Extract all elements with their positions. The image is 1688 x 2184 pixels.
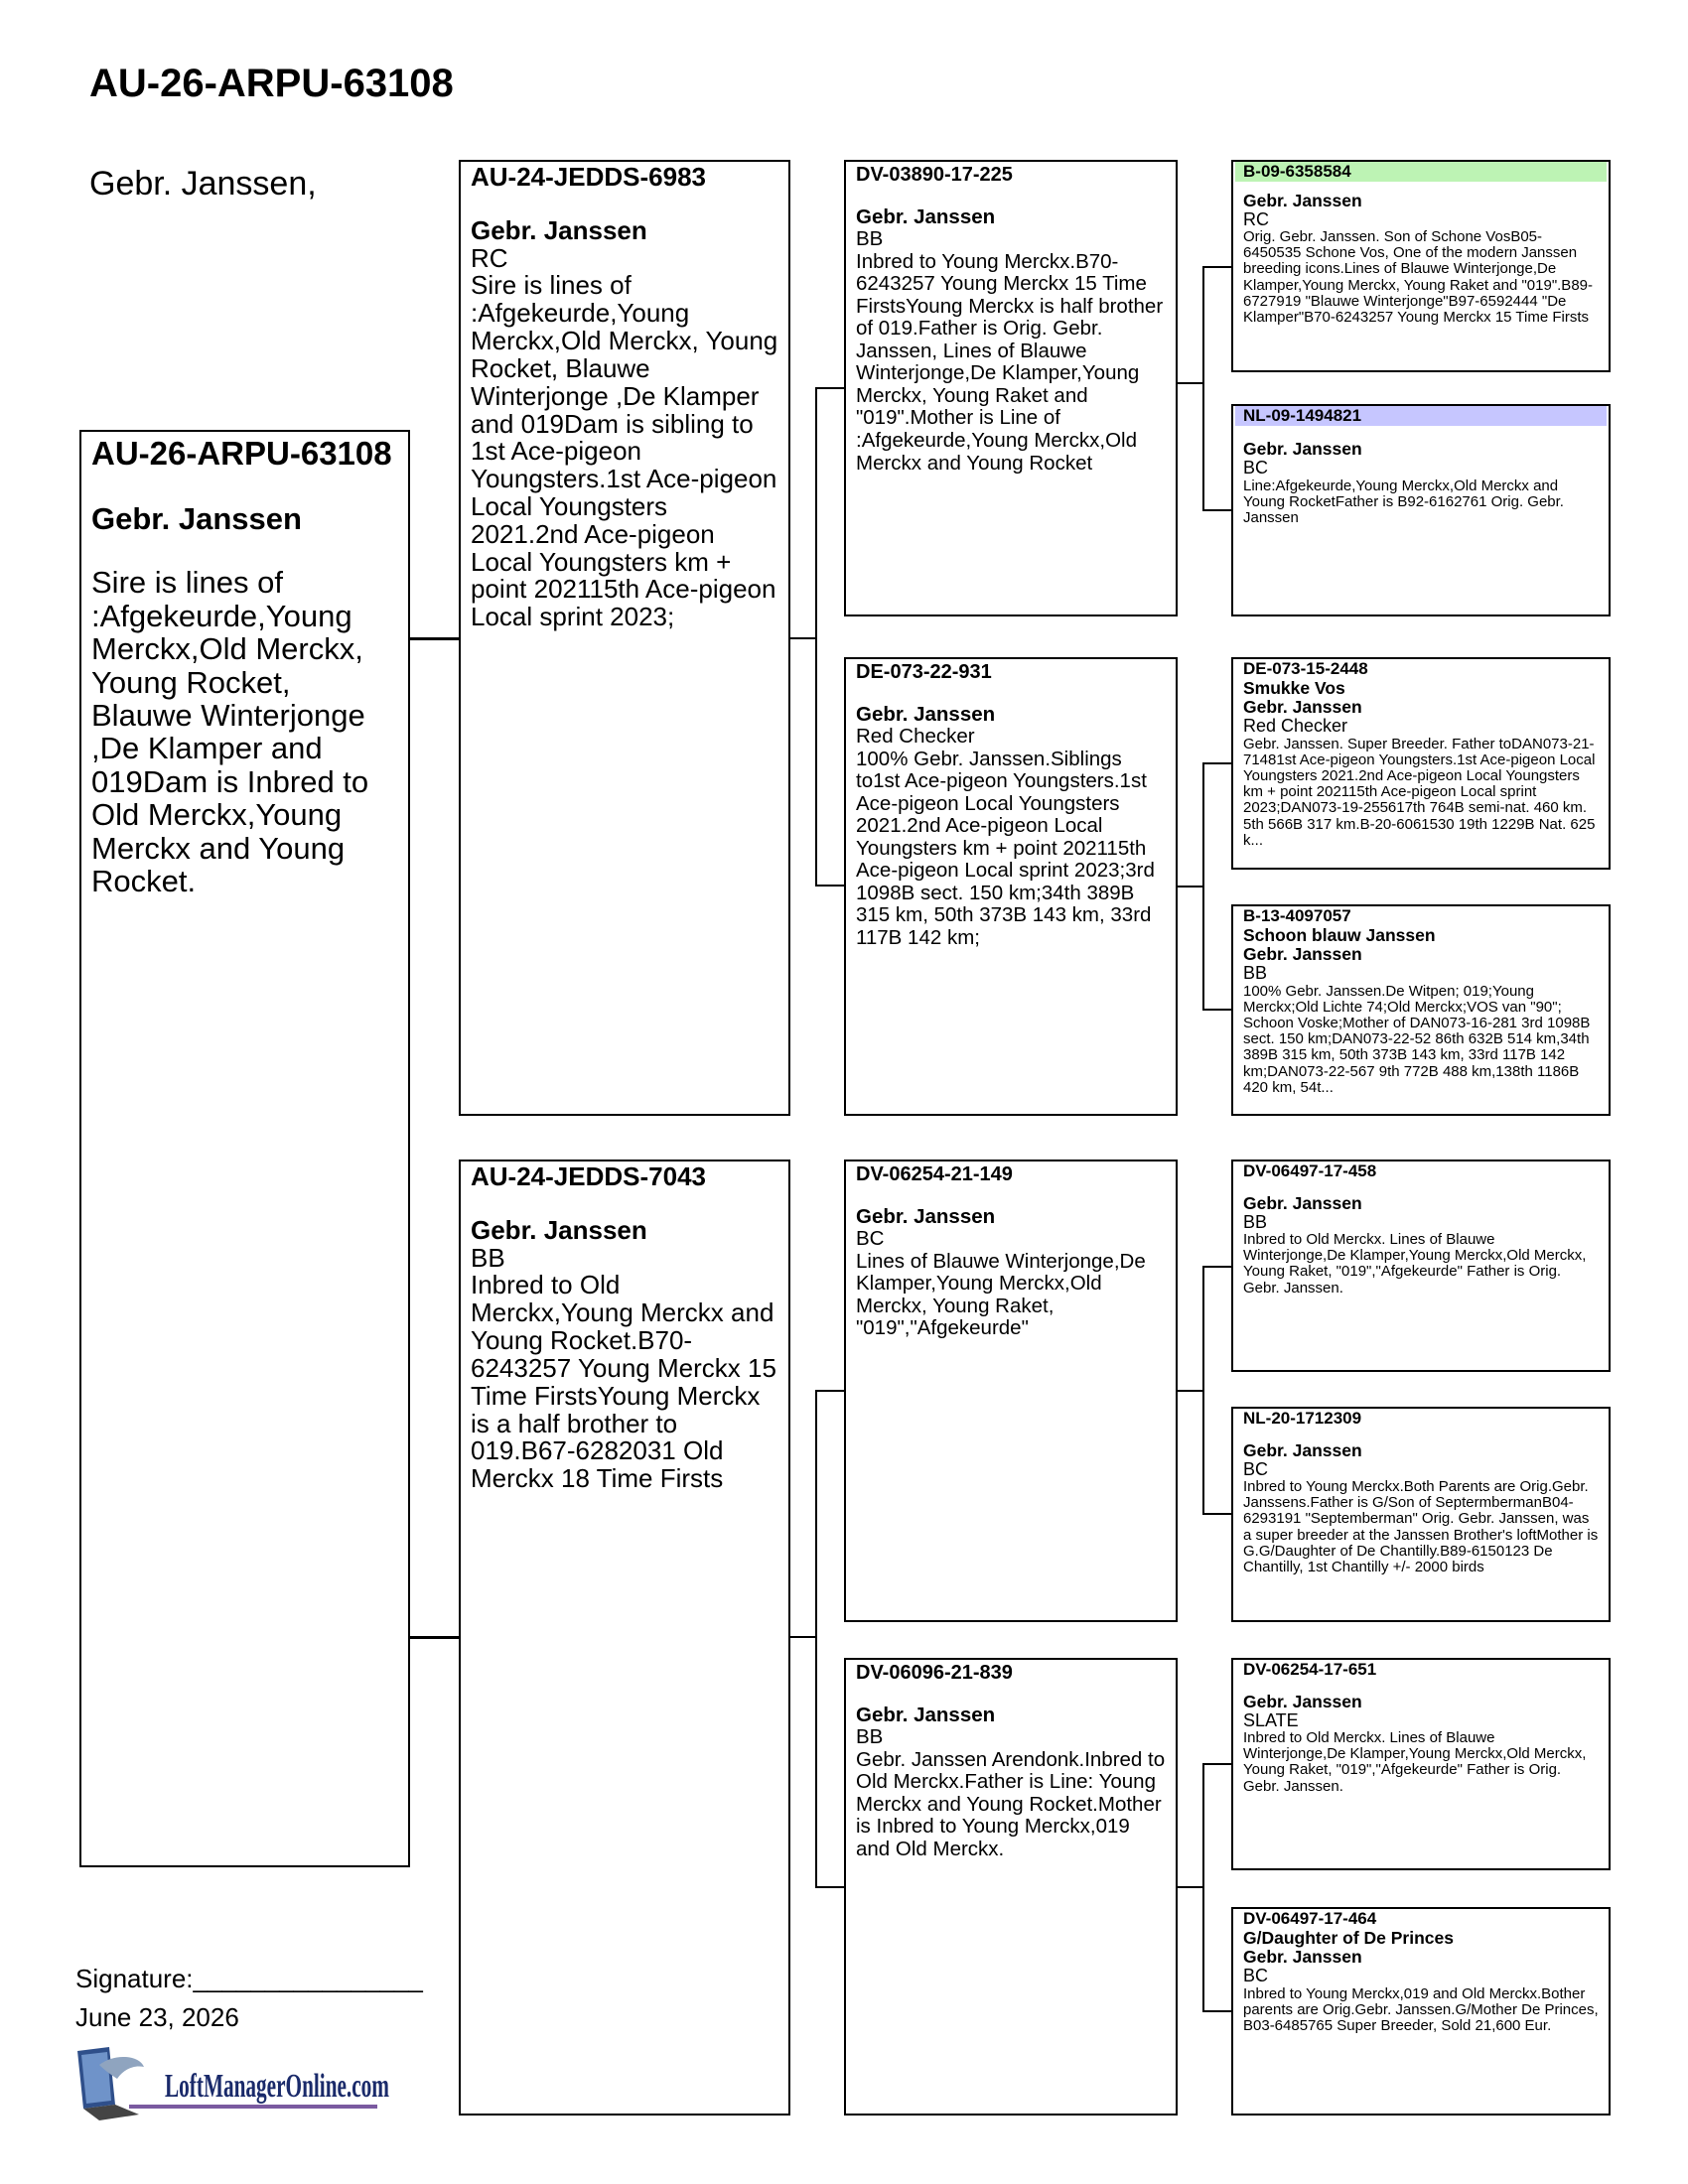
ring-number: DV-06497-17-464 [1243, 1909, 1377, 1928]
color: BB [856, 227, 884, 251]
dsd-card [1231, 1407, 1611, 1622]
ddd-card [1231, 1907, 1611, 2116]
connector-line [410, 1636, 459, 1639]
ring-number: B-09-6358584 [1235, 162, 1607, 182]
sire-breeder: Gebr. Janssen [471, 214, 647, 245]
pigeon-name: Smukke Vos [1243, 678, 1345, 699]
ring-number: DV-06254-21-149 [856, 1163, 1013, 1185]
owner-name: Gebr. Janssen, [89, 165, 317, 203]
connector-line [1178, 886, 1203, 887]
connector-line [1178, 382, 1203, 384]
color: BC [1243, 458, 1269, 478]
dam-color: BB [471, 1242, 505, 1273]
connector-line [1178, 1886, 1203, 1888]
connector-line [815, 1390, 844, 1392]
dam-dam-card [844, 1658, 1178, 2116]
connector-line [1202, 266, 1231, 268]
dam-sire-card [844, 1160, 1178, 1622]
description: 100% Gebr. Janssen.De Witpen; 019;Young Merckx;Old Lichte 74;Old Merckx;VOS van "90"; Schoon Voske;Mother of DAN073-16-281 3rd 1098B sect. 150 km;DAN073-22-52 86th 632B 514 km,34th 389B 315 km, 50th 373B 143 km, 33rd 117B 142 km;DAN073-22-567 9th 772B 488 km,138th 1186B 420 km, 54t... [1243, 982, 1591, 1096]
pedigree-subject-card [79, 430, 410, 1867]
ring-number: DV-06254-17-651 [1243, 1660, 1377, 1679]
logo-text: LoftManagerOnline.com [165, 2068, 389, 2105]
ring-number: DV-06497-17-458 [1243, 1161, 1377, 1180]
description: Gebr. Janssen Arendonk.Inbred to Old Merckx.Father is Line: Young Merckx and Young Rocket.Mother is Inbred to Young Merckx,019 and Old Merckx. [856, 1747, 1166, 1860]
connector-line [815, 387, 844, 389]
signature-line: Signature:________________ [75, 1964, 423, 1993]
breeder: Gebr. Janssen [856, 1204, 996, 1228]
breeder: Gebr. Janssen [1243, 697, 1362, 718]
sire-ring-number: AU-24-JEDDS-6983 [471, 162, 706, 192]
subject-description: Sire is lines of :Afgekeurde,Young Merckx,Old Merckx, Young Rocket, Blauwe Winterjonge ,De Klamper and 019Dam is Inbred to Old Merckx,Young Merckx and Young Rocket. [91, 565, 369, 899]
description: Inbred to Old Merckx. Lines of Blauwe Winterjonge,De Klamper,Young Merckx,Old Merckx, Young Raket, "019","Afgekeurde" Father is Orig. Gebr. Janssen. [1243, 1729, 1587, 1795]
dds-card [1231, 1658, 1611, 1870]
sire-description: Sire is lines of :Afgekeurde,Young Merckx,Old Merckx, Young Rocket, Blauwe Winterjonge ,De Klamper and 019Dam is sibling to 1st Ace-pigeon Youngsters.1st Ace-pigeon Local Youngsters 2021.2nd Ace-pigeon Local Youngsters km + point 202115th Ace-pigeon Local sprint 2023; [471, 270, 778, 632]
ring-number: DE-073-15-2448 [1243, 659, 1368, 678]
connector-line [815, 885, 844, 887]
color: BB [1243, 963, 1268, 984]
connector-line [1202, 1513, 1231, 1515]
dss-card [1231, 1160, 1611, 1372]
pigeon-name: Schoon blauw Janssen [1243, 925, 1436, 946]
description: Inbred to Young Merckx.B70-6243257 Young Merckx 15 Time FirstsYoung Merckx is half brother of 019.Father is Orig. Gebr. Janssen, Lines of Blauwe Winterjonge,De Klamper,Young Merckx, Young Raket and "019".Mother is Line of :Afgekeurde,Young Merckx,Old Merckx and Young Rocket [856, 249, 1164, 475]
connector-line [1202, 1763, 1231, 1765]
sire-dam-card [844, 657, 1178, 1116]
dam-ring-number: AU-24-JEDDS-7043 [471, 1161, 706, 1191]
connector-line [790, 1636, 816, 1638]
connector-line [1202, 762, 1204, 1010]
pigeon-name: G/Daughter of De Princes [1243, 1928, 1454, 1949]
breeder: Gebr. Janssen [856, 205, 996, 228]
connector-line [815, 387, 817, 886]
breeder: Gebr. Janssen [1243, 1691, 1362, 1711]
description: Lines of Blauwe Winterjonge,De Klamper,Young Merckx,Old Merckx, Young Raket, "019","Afgekeurde" [856, 1249, 1146, 1340]
color: BC [856, 1227, 885, 1251]
color: Red Checker [856, 725, 975, 749]
ring-number: DE-073-22-931 [856, 661, 992, 683]
loft-manager-logo [70, 2045, 397, 2124]
breeder: Gebr. Janssen [1243, 1947, 1362, 1968]
breeder: Gebr. Janssen [1243, 944, 1362, 965]
color: BC [1243, 1966, 1269, 1986]
breeder: Gebr. Janssen [1243, 1439, 1362, 1460]
color: RC [1243, 208, 1269, 229]
color: BB [856, 1725, 884, 1749]
sdd-card [1231, 904, 1611, 1116]
ring-number: DV-06096-21-839 [856, 1662, 1013, 1684]
connector-line [790, 637, 816, 639]
color: BB [1243, 1211, 1268, 1232]
description: Inbred to Young Merckx,019 and Old Merckx.Bother parents are Orig.Gebr. Janssen.G/Mother De Princes, B03-6485765 Super Breeder, Sold 21,600 Eur. [1243, 1984, 1599, 2034]
sss-card [1231, 160, 1611, 372]
connector-line [1202, 509, 1231, 511]
description: Inbred to Young Merckx.Both Parents are Orig.Gebr. Janssens.Father is G/Son of SeptermbermanB04-6293191 "Septemberman" Orig. Gebr. Janssen, was a super breeder at the Janssen Brother's loftMother is G.G/Daughter of De Chantilly.B89-6150123 De Chantilly, 1st Chantilly +/- 2000 birds [1243, 1478, 1599, 1576]
sire-card [459, 160, 790, 1116]
dam-description: Inbred to Old Merckx,Young Merckx and Young Rocket.B70-6243257 Young Merckx 15 Time FirstsYoung Merckx is a half brother to 019.B67-6282031 Old Merckx 18 Time Firsts [471, 1270, 776, 1494]
page-title: AU-26-ARPU-63108 [89, 62, 454, 105]
ring-number: NL-09-1494821 [1235, 406, 1607, 426]
ssd-card [1231, 404, 1611, 616]
connector-line [1202, 266, 1204, 510]
breeder: Gebr. Janssen [856, 702, 996, 726]
description: Gebr. Janssen. Super Breeder. Father toDAN073-21-71481st Ace-pigeon Youngsters.1st Ace-pigeon Local Youngsters 2021.2nd Ace-pigeon Local Youngsters km + point 202115th Ace-pigeon Local sprint 2023;DAN073-19-255617th 764B semi-nat. 460 km. 5th 566B 317 km.B-20-6061530 19th 1229B Nat. 625 k... [1243, 735, 1596, 849]
description: Orig. Gebr. Janssen. Son of Schone VosB05-6450535 Schone Vos, One of the modern Janssen breeding icons.Lines of Blauwe Winterjonge,De Klamper,Young Merckx, Young Raket and "019".B89-6727919 "Blauwe Winterjonge"B97-6592444 "De Klamper"B70-6243257 Young Merckx 15 Time Firsts [1243, 227, 1593, 326]
sds-card [1231, 657, 1611, 870]
ring-number: B-13-4097057 [1243, 906, 1351, 925]
connector-line [1202, 1763, 1204, 2011]
breeder: Gebr. Janssen [1243, 1192, 1362, 1213]
connector-line [1202, 762, 1231, 764]
description: 100% Gebr. Janssen.Siblings to1st Ace-pigeon Youngsters.1st Ace-pigeon Local Youngsters 2021.2nd Ace-pigeon Local Youngsters km + point 202115th Ace-pigeon Local sprint 2023;3rd 1098B sect. 150 km;34th 389B 315 km, 50th 373B 143 km, 33rd 117B 142 km; [856, 747, 1155, 949]
color: Red Checker [1243, 716, 1348, 737]
connector-line [815, 1390, 817, 1888]
connector-line [1202, 1266, 1231, 1268]
ring-number: DV-03890-17-225 [856, 164, 1013, 186]
connector-line [1202, 1266, 1204, 1514]
color: BC [1243, 1458, 1269, 1479]
dam-breeder: Gebr. Janssen [471, 1214, 647, 1245]
description: Line:Afgekeurde,Young Merckx,Old Merckx and Young RocketFather is B92-6162761 Orig. Gebr. Janssen [1243, 477, 1564, 526]
description: Inbred to Old Merckx. Lines of Blauwe Winterjonge,De Klamper,Young Merckx,Old Merckx, Young Raket, "019","Afgekeurde" Father is Orig. Gebr. Janssen. [1243, 1231, 1587, 1297]
connector-line [410, 637, 459, 640]
logo-image [70, 2045, 397, 2124]
connector-line [1202, 2010, 1231, 2012]
color: SLATE [1243, 1709, 1299, 1730]
sire-color: RC [471, 242, 508, 273]
connector-line [1202, 1009, 1231, 1011]
breeder: Gebr. Janssen [1243, 190, 1362, 210]
breeder: Gebr. Janssen [1243, 439, 1362, 460]
subject-ring-number: AU-26-ARPU-63108 [91, 435, 392, 472]
dam-card [459, 1160, 790, 2116]
connector-line [815, 1886, 844, 1888]
print-date: June 23, 2026 [75, 2002, 239, 2032]
sire-sire-card [844, 160, 1178, 616]
subject-breeder: Gebr. Janssen [91, 500, 302, 536]
ring-number: NL-20-1712309 [1243, 1409, 1362, 1428]
breeder: Gebr. Janssen [856, 1703, 996, 1726]
connector-line [1178, 1390, 1203, 1392]
